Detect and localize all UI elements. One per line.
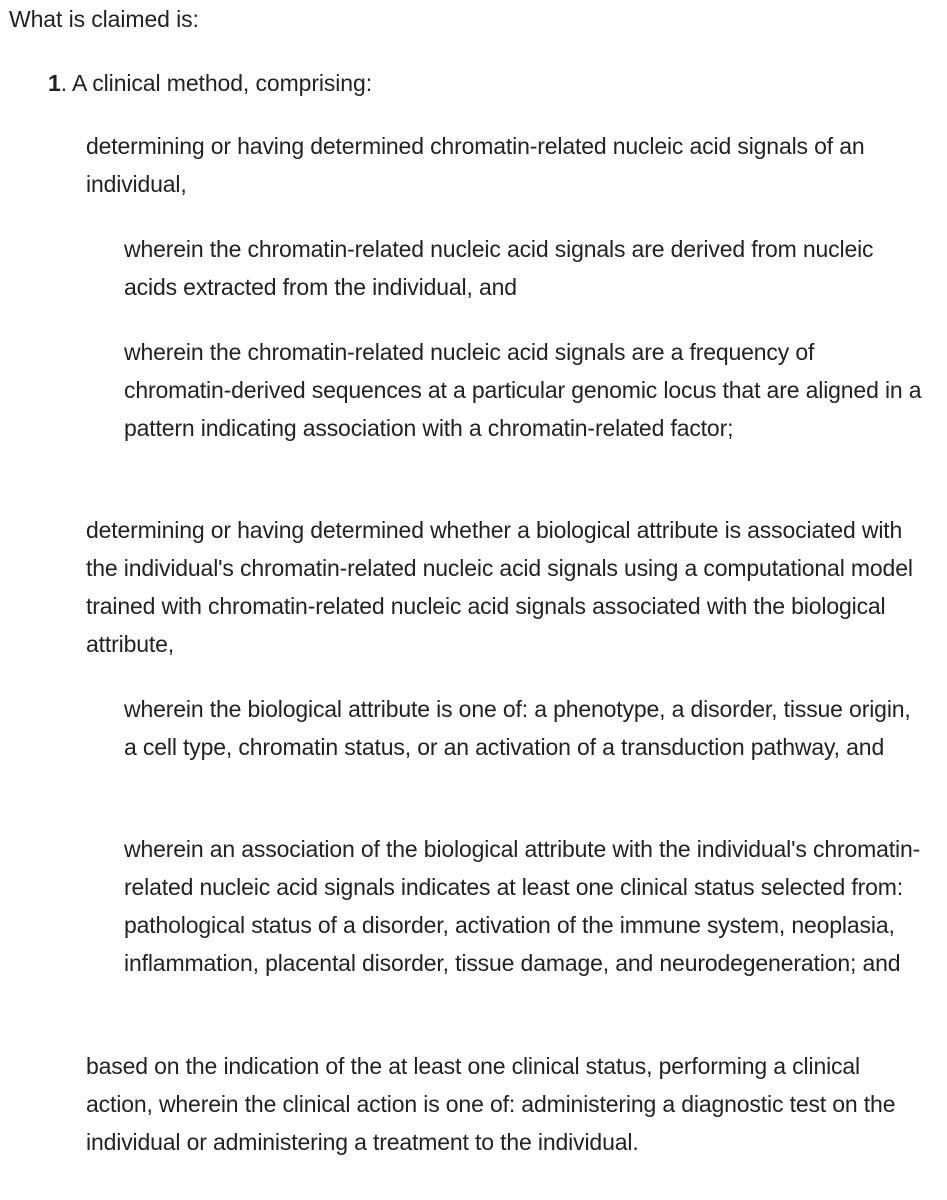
claim-clause-attribute-types: wherein the biological attribute is one of: a phenotype, a disorder, tissue origin, a cell type, chromatin status, or an activation of a transduction pathway, and	[124, 696, 911, 760]
claim-clause-signals-derived: wherein the chromatin-related nucleic acid signals are derived from nucleic acids extracted from the individual, and	[124, 236, 874, 300]
claim-clause-signals-frequency: wherein the chromatin-related nucleic acid signals are a frequency of chromatin-derived sequences at a particular genomic locus that are aligned in a pattern indicating association with a chromatin-related factor;	[124, 339, 922, 441]
claim-step-determine-signals: determining or having determined chromatin-related nucleic acid signals of an individual,	[86, 133, 865, 197]
claim-title	[48, 66, 372, 100]
claim-number: 1	[48, 70, 61, 96]
claim-step-clinical-action: based on the indication of the at least one clinical status, performing a clinical action, wherein the clinical action is one of: administering a diagnostic test on the individual or administering a treatment to the individual.	[86, 1053, 896, 1155]
claims-heading: What is claimed is:	[9, 6, 199, 32]
claim-clause-clinical-status: wherein an association of the biological attribute with the individual's chromatin-related nucleic acid signals indicates at least one clinical status selected from: pathological status of a disorder, activation of the immune system, neoplasia, inflammation, placental disorder, tissue damage, and neurodegeneration; and	[124, 836, 921, 976]
claim-intro: . A clinical method, comprising:	[60, 70, 372, 96]
claim-step-determine-attribute: determining or having determined whether a biological attribute is associated with the individual's chromatin-related nucleic acid signals using a computational model trained with chromatin-related nucleic acid signals associated with the biological attribute,	[86, 517, 913, 657]
